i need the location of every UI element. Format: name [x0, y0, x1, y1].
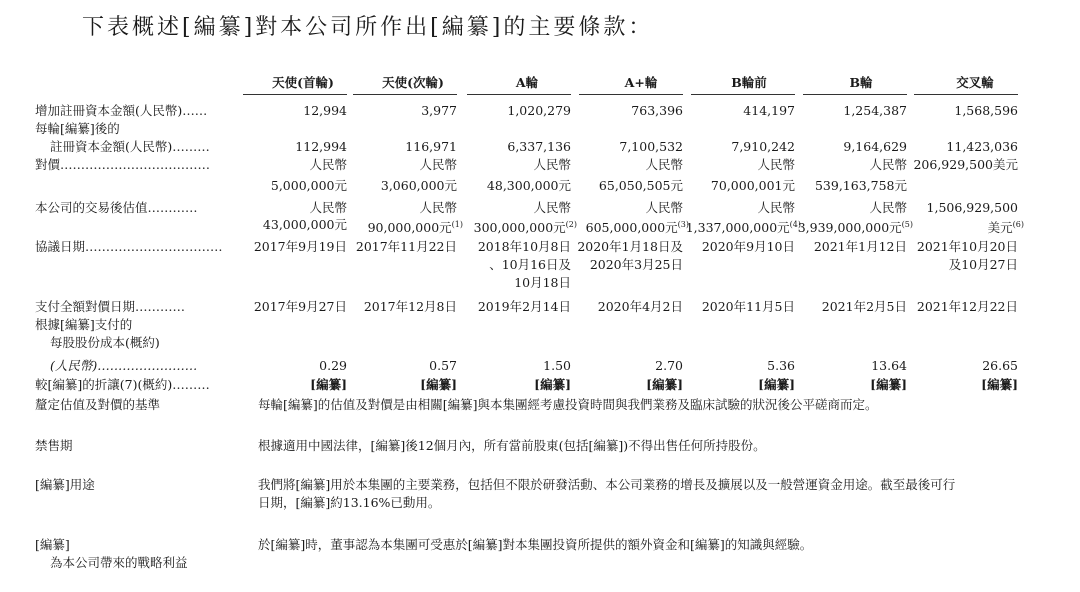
- agreement-dates-2-cell: 、10月16日及: [489, 257, 571, 272]
- agreement-dates-cell: 2020年1月18日及: [577, 239, 683, 254]
- agreement-dates-cell: 2020年9月10日: [701, 239, 795, 254]
- payment-dates-cell: 2020年11月5日: [701, 299, 795, 314]
- column-header-underline: [243, 94, 347, 95]
- consideration-line2-cell: 539,163,758元: [814, 178, 907, 193]
- label-increase-capital: 增加註冊資本金額(人民幣)……: [35, 103, 208, 118]
- label-cost-2: 每股股份成本(概約): [50, 335, 160, 350]
- label-discount: 較[編纂]的折讓(7)(概約)………: [35, 377, 210, 392]
- registered-capital-cell: 6,337,136: [507, 139, 571, 154]
- page-title: 下表概述[編纂]對本公司所作出[編纂]的主要條款：: [82, 15, 654, 40]
- label-cost-3: (人民幣)……………………: [50, 358, 198, 373]
- column-header-underline: [803, 94, 907, 95]
- increase-capital-cell: 3,977: [421, 103, 457, 118]
- basis-text: 每輪[編纂]的估值及對價是由相關[編纂]與本集團經考慮投資時間與我們業務及臨床試驗的狀況後公平磋商而定。: [258, 397, 878, 412]
- agreement-dates-cell: 2021年10月20日: [916, 239, 1018, 254]
- registered-capital-cell: 9,164,629: [843, 139, 907, 154]
- footnote-ref: (1): [451, 220, 463, 229]
- column-header-underline: [914, 94, 1018, 95]
- footnote-ref: (5): [901, 220, 913, 229]
- column-header-3: A+輪: [624, 75, 658, 90]
- registered-capital-cell: 7,100,532: [619, 139, 683, 154]
- column-header-underline: [579, 94, 683, 95]
- label-benefit-1: [編纂]: [35, 537, 70, 552]
- consideration-line1-cell: 人民幣: [869, 157, 907, 172]
- footnote-ref: (6): [1012, 220, 1024, 229]
- valuation-line1-cell: 人民幣: [419, 200, 457, 215]
- agreement-dates-cell: 2018年10月8日: [477, 239, 571, 254]
- payment-dates-cell: 2020年4月2日: [597, 299, 683, 314]
- label-valuation: 本公司的交易後估值…………: [35, 200, 198, 215]
- consideration-line1-cell: 人民幣: [645, 157, 683, 172]
- registered-capital-cell: 11,423,036: [946, 139, 1018, 154]
- label-basis: 釐定估值及對價的基準: [35, 397, 161, 412]
- label-payment-date: 支付全額對價日期…………: [35, 299, 186, 314]
- use-text-2: 日期，[編纂]約13.16%已動用。: [258, 495, 441, 510]
- increase-capital-cell: 1,254,387: [843, 103, 907, 118]
- registered-capital-cell: 112,994: [295, 139, 347, 154]
- column-header-2: A輪: [515, 75, 539, 90]
- consideration-line2-cell: 5,000,000元: [270, 178, 347, 193]
- registered-capital-cell: 116,971: [405, 139, 457, 154]
- agreement-dates-2-cell: 及10月27日: [948, 257, 1018, 272]
- consideration-line1-cell: 206,929,500美元: [913, 157, 1018, 172]
- valuation-line1-cell: 人民幣: [757, 200, 795, 215]
- valuation-line1-cell: 人民幣: [309, 200, 347, 215]
- registered-capital-cell: 7,910,242: [731, 139, 795, 154]
- discount-cell: [編纂]: [420, 377, 457, 392]
- column-header-underline: [691, 94, 795, 95]
- valuation-line2-cell: 300,000,000元$^{(2)}$: [473, 220, 577, 236]
- label-lockup: 禁售期: [35, 438, 73, 453]
- agreement-dates-cell: 2021年1月12日: [813, 239, 907, 254]
- label-agreement-date: 協議日期……………………………: [35, 239, 223, 254]
- consideration-line2-cell: 48,300,000元: [486, 178, 571, 193]
- increase-capital-cell: 1,568,596: [954, 103, 1018, 118]
- label-per-round-2: 註冊資本金額(人民幣)………: [50, 139, 210, 154]
- increase-capital-cell: 12,994: [303, 103, 347, 118]
- consideration-line1-cell: 人民幣: [309, 157, 347, 172]
- discount-cell: [編纂]: [646, 377, 683, 392]
- valuation-line2-cell: 美元$^{(6)}$: [987, 220, 1024, 236]
- use-text-1: 我們將[編纂]用於本集團的主要業務，包括但不限於研發活動、本公司業務的增長及擴展以及一般營運資金用途。截至最後可行: [258, 477, 956, 492]
- valuation-line2-cell: 605,000,000元$^{(3)}$: [585, 220, 689, 236]
- label-cost-1: 根據[編纂]支付的: [35, 317, 133, 332]
- column-header-1: 天使(次輪): [382, 75, 444, 90]
- cost-per-share-cell: 0.57: [429, 358, 457, 373]
- agreement-dates-2-cell: 2020年3月25日: [589, 257, 683, 272]
- increase-capital-cell: 763,396: [631, 103, 683, 118]
- payment-dates-cell: 2021年12月22日: [916, 299, 1018, 314]
- discount-cell: [編纂]: [310, 377, 347, 392]
- cost-per-share-cell: 1.50: [543, 358, 571, 373]
- cost-per-share-cell: 13.64: [871, 358, 907, 373]
- payment-dates-cell: 2019年2月14日: [477, 299, 571, 314]
- cost-per-share-cell: 2.70: [655, 358, 683, 373]
- cost-per-share-cell: 0.29: [319, 358, 347, 373]
- payment-dates-cell: 2017年12月8日: [363, 299, 457, 314]
- consideration-line2-cell: 70,000,001元: [710, 178, 795, 193]
- column-header-0: 天使(首輪): [272, 75, 334, 90]
- increase-capital-cell: 414,197: [743, 103, 795, 118]
- agreement-dates-3-cell: 10月18日: [514, 275, 571, 290]
- column-header-4: B輪前: [731, 75, 767, 90]
- agreement-dates-cell: 2017年9月19日: [253, 239, 347, 254]
- cost-per-share-cell: 5.36: [767, 358, 795, 373]
- valuation-line1-cell: 人民幣: [869, 200, 907, 215]
- column-header-5: B輪: [849, 75, 873, 90]
- column-header-underline: [467, 94, 571, 95]
- label-use: [編纂]用途: [35, 477, 95, 492]
- column-header-underline: [353, 94, 457, 95]
- payment-dates-cell: 2017年9月27日: [253, 299, 347, 314]
- valuation-line2-cell: 90,000,000元$^{(1)}$: [367, 220, 463, 236]
- discount-cell: [編纂]: [870, 377, 907, 392]
- footnote-ref: (4): [789, 220, 801, 229]
- increase-capital-cell: 1,020,279: [507, 103, 571, 118]
- benefit-text: 於[編纂]時，董事認為本集團可受惠於[編纂]對本集團投資所提供的額外資金和[編纂]的知識與經驗。: [258, 537, 813, 552]
- consideration-line2-cell: 3,060,000元: [380, 178, 457, 193]
- footnote-ref: (2): [565, 220, 577, 229]
- consideration-line1-cell: 人民幣: [757, 157, 795, 172]
- discount-cell: [編纂]: [534, 377, 571, 392]
- valuation-line1-cell: 人民幣: [645, 200, 683, 215]
- label-benefit-2: 為本公司帶來的戰略利益: [50, 555, 188, 570]
- valuation-line2-cell: 3,939,000,000元$^{(5)}$: [797, 220, 913, 236]
- valuation-line2-cell: 1,337,000,000元$^{(4)}$: [685, 220, 801, 236]
- label-per-round-1: 每輪[編纂]後的: [35, 121, 120, 136]
- payment-dates-cell: 2021年2月5日: [821, 299, 907, 314]
- agreement-dates-cell: 2017年11月22日: [355, 239, 457, 254]
- consideration-line2-cell: 65,050,505元: [598, 178, 683, 193]
- consideration-line1-cell: 人民幣: [533, 157, 571, 172]
- cost-per-share-cell: 26.65: [982, 358, 1018, 373]
- lockup-text: 根據適用中國法律，[編纂]後12個月內，所有當前股東(包括[編纂])不得出售任何所持股份。: [258, 438, 766, 453]
- label-consideration: 對價………………………………: [35, 157, 211, 172]
- consideration-line1-cell: 人民幣: [419, 157, 457, 172]
- footnote-ref: (3): [677, 220, 689, 229]
- valuation-line1-cell: 人民幣: [533, 200, 571, 215]
- discount-cell: [編纂]: [758, 377, 795, 392]
- discount-cell: [編纂]: [981, 377, 1018, 392]
- valuation-line2-cell: 43,000,000元: [262, 217, 347, 232]
- column-header-6: 交叉輪: [956, 75, 994, 90]
- valuation-line1-cell: 1,506,929,500: [926, 200, 1018, 215]
